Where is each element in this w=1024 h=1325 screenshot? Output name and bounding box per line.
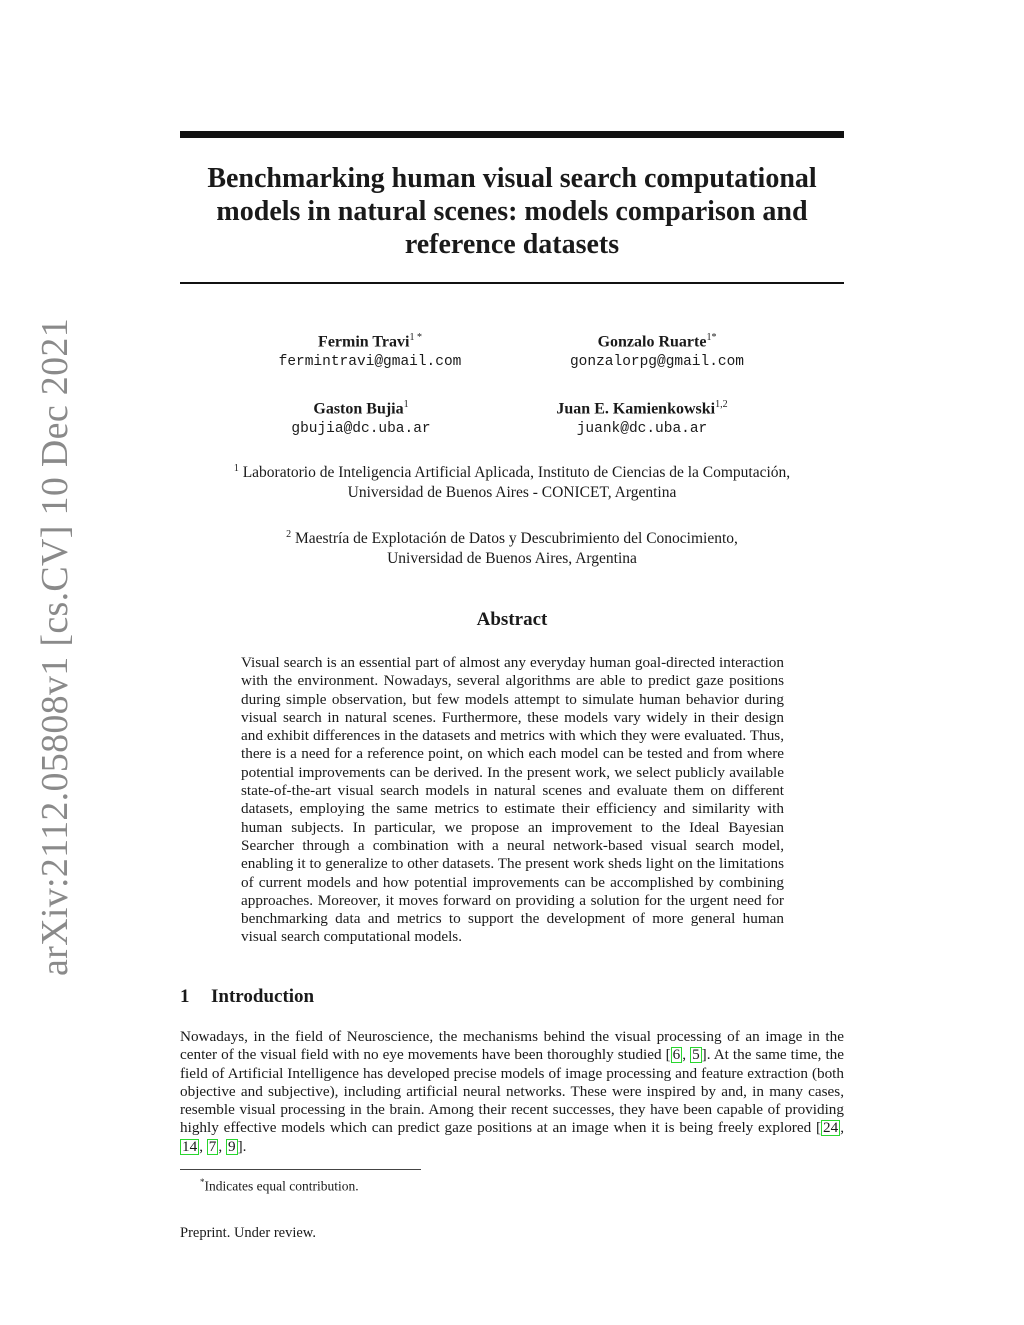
footnote-text: Indicates equal contribution. (204, 1178, 359, 1194)
author-email[interactable]: juank@dc.uba.ar (576, 421, 708, 438)
author-email[interactable]: gbujia@dc.uba.ar (291, 421, 431, 438)
author-mark: 1 * (409, 332, 422, 343)
author-block (492, 395, 792, 439)
author-block (507, 328, 807, 372)
affiliation-mark: 2 (286, 529, 292, 540)
citation-link[interactable]: 6 (672, 1046, 681, 1064)
author-block (220, 328, 520, 372)
title-rule-bottom (180, 282, 844, 284)
title-rule-top (180, 131, 844, 138)
author-name: Fermin Travi$^{1 *}$ (318, 332, 422, 351)
affiliation-line: $^2$ Maestría de Explotación de Datos y Descubrimiento del Conocimiento, (286, 529, 738, 548)
citation-link[interactable]: 5 (692, 1046, 700, 1064)
footnote-rule (180, 1169, 421, 1170)
author-block (211, 395, 511, 439)
section-heading (180, 985, 314, 1009)
author-email[interactable]: gonzalorpg@gmail.com (569, 354, 745, 371)
affiliation-mark: 1 (233, 463, 239, 474)
abstract-text: Visual search is an essential part of almost any everyday human goal-directed interaction with the environment. Nowadays, several algorithms are able to predict gaze positions during simple observation, but few models attempt to simulate human behavior during visual search in natural scenes. Furthermore, these models vary widely in their design and exhibit differences in the datasets and metrics with which they were evaluated. Thus, there is a need for a reference point, on which each model can be tested and from where potential improvements can be derived. In the present work, we select publicly available state-of-the-art visual search models in natural scenes and evaluate them on different datasets, employing the same metrics to estimate their efficiency and similarity with human subjects. In particular, we propose an improvement to the Ideal Bayesian Searcher through a combination with a neural network-based visual search model, enabling it to generalize to other datasets. The present work sheds light on the limitations of current models and how potential improvements can be accomplished by combining approaches. Moreover, it moves forward on providing a solution for the urgent need for benchmarking data and metrics to support the development of more general human visual search computational models. (241, 654, 784, 946)
affiliation (180, 459, 844, 503)
preprint-note: Preprint. Under review. (180, 1225, 316, 1241)
citation-link[interactable]: 9 (227, 1137, 236, 1155)
citation-link[interactable]: 24 (823, 1119, 839, 1137)
section-title: Introduction (211, 986, 315, 1007)
author-mark: 1* (706, 332, 717, 343)
paper-title: Benchmarking human visual search computational models in natural scenes: models comparison and reference datasets (207, 163, 817, 260)
author-mark: 1,2 (715, 399, 728, 410)
footnote-mark: * (200, 1177, 205, 1187)
section-number: 1 (180, 986, 190, 1007)
introduction-text: Nowadays, in the field of Neuroscience, the mechanisms behind the visual processing of an image in the center of the visual field with no eye movements have been thoroughly studied [ 6 , 5 ]. At the same time, the field of Artificial Intelligence has developed precise models of image processing and feature extraction (both objective and subjective), including artificial neural networks. These were inspired by and, in many cases, resemble visual processing in the brain. Among their recent successes, they have been capable of providing highly effective models which can predict gaze positions at an image when it is being freely explored [ 24 , 14 , 7 , 9 ]. (180, 1028, 845, 1155)
author-name: Gonzalo Ruarte$^{1*}$ (597, 332, 717, 351)
footnote (200, 1174, 359, 1195)
affiliation-line: Universidad de Buenos Aires, Argentina (387, 550, 637, 568)
author-name: Juan E. Kamienkowski$^{1,2}$ (556, 399, 728, 418)
author-mark: 1 (403, 399, 409, 410)
abstract-heading: Abstract (476, 609, 548, 630)
author-name: Gaston Bujia$^1$ (313, 399, 409, 418)
affiliation (180, 525, 844, 569)
affiliation-line: $^1$ Laboratorio de Inteligencia Artificial Aplicada, Instituto de Ciencias de la Computación, (233, 463, 791, 482)
author-email[interactable]: fermintravi@gmail.com (278, 354, 462, 371)
citation-link[interactable]: 14 (182, 1137, 198, 1155)
arxiv-stamp-text: arXiv:2112.05808v1 [cs.CV] 10 Dec 2021 (34, 318, 76, 976)
citation-link[interactable]: 7 (208, 1137, 217, 1155)
affiliation-line: Universidad de Buenos Aires - CONICET, Argentina (347, 484, 677, 502)
